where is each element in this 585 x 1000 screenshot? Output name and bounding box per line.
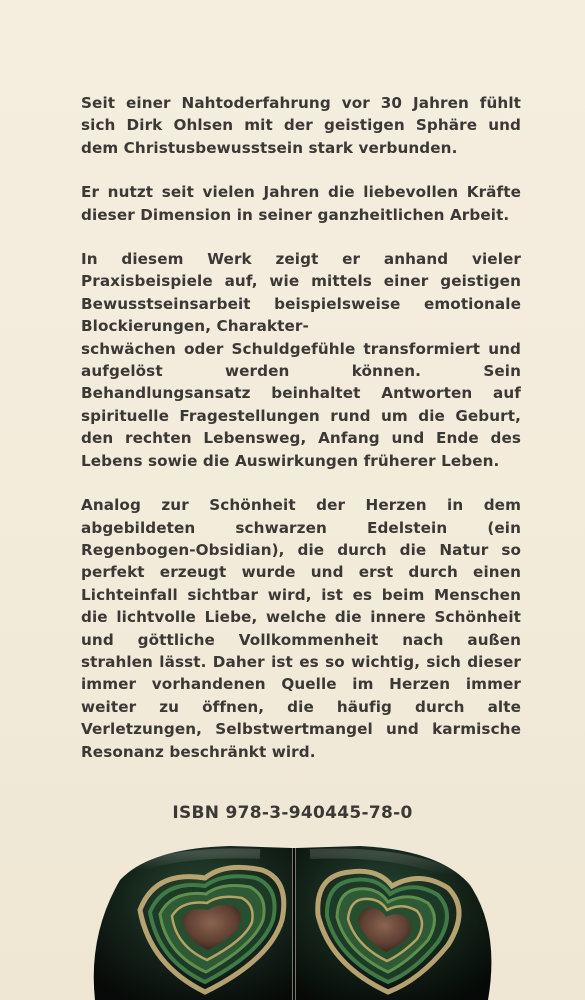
gemstone-image bbox=[0, 840, 585, 1000]
isbn-number: ISBN 978-3-940445-78-0 bbox=[172, 803, 413, 823]
right-gemstone bbox=[296, 846, 491, 1000]
blurb-paragraph-3: In diesem Werk zeigt er anhand vieler Praxisbeispiele auf, wie mittels einer geistigen Bewusstseinsarbeit beispielsweise emotionale Blockierungen, Charakter- schwächen oder Schuldgefühle transformiert und aufgelöst werden können. Sein Behandlungsansatz beinhaltet Antworten auf spirituelle Fragestellungen rund um die Geburt, den rechten Lebensweg, Anfang und Ende des Lebens sowie die Auswirkungen früherer Leben. bbox=[81, 250, 521, 470]
blurb-paragraph-2: Er nutzt seit vielen Jahren die liebevollen Kräfte dieser Dimension in seiner ganzheitlichen Arbeit. bbox=[81, 183, 521, 224]
blurb-paragraph-1: Seit einer Nahtoderfahrung vor 30 Jahren fühlt sich Dirk Ohlsen mit der geistigen Sphäre und dem Christusbewusstsein stark verbunden. bbox=[81, 94, 521, 157]
blurb-text bbox=[81, 92, 521, 783]
left-gemstone bbox=[94, 846, 292, 1000]
blurb-paragraph-4: Analog zur Schönheit der Herzen in dem abgebildeten schwarzen Edelstein (ein Regenbogen-Obsidian), die durch die Natur so perfekt erzeugt wurde und erst durch einen Lichteinfall sichtbar wird, ist es beim Menschen die lichtvolle Liebe, welche die innere Schönheit und göttliche Vollkommenheit nach außen strahlen lässt. Daher ist es so wichtig, sich dieser immer vorhandenen Quelle im Herzen immer weiter zu öffnen, die häufig durch alte Verletzungen, Selbstwertmangel und karmische Resonanz beschränkt wird. bbox=[81, 496, 521, 761]
obsidian-hearts-illustration bbox=[0, 840, 585, 1000]
